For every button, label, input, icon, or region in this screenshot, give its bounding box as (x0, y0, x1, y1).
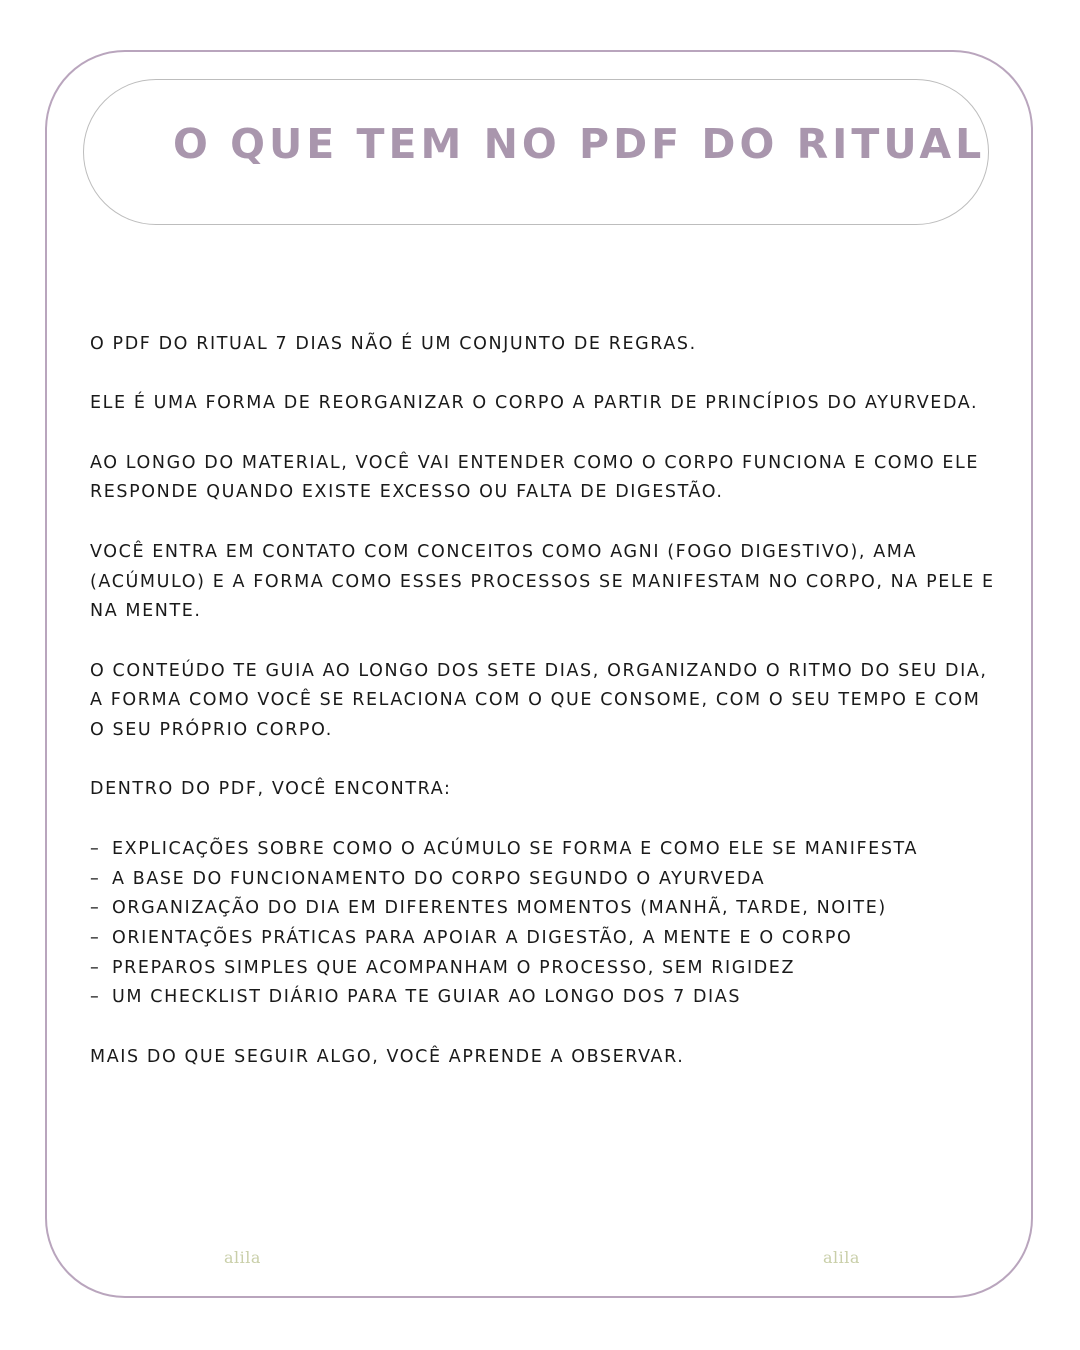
list-item (90, 954, 995, 984)
paragraph-intro: O PDF DO RITUAL 7 DIAS NÃO É UM CONJUNTO DE REGRAS. (90, 334, 697, 354)
list-item (90, 924, 995, 954)
list-item-text: UM CHECKLIST DIÁRIO PARA TE GUIAR AO LONGO DOS 7 DIAS (112, 987, 742, 1008)
list-item-text: A BASE DO FUNCIONAMENTO DO CORPO SEGUNDO O AYURVEDA (112, 868, 766, 889)
list-dash: – (90, 838, 101, 859)
brand-logo-left: alila (224, 1248, 261, 1267)
paragraph-concepts: VOCÊ ENTRA EM CONTATO COM CONCEITOS COMO AGNI (FOGO DIGESTIVO), AMA (ACÚMULO) E A FORMA COMO ESSES PROCESSOS SE MANIFESTAM NO CORPO, NA PELE E NA MENTE. (90, 541, 995, 622)
list-item (90, 865, 995, 895)
paragraph-ayurveda: ELE É UMA FORMA DE REORGANIZAR O CORPO A PARTIR DE PRINCÍPIOS DO AYURVEDA. (90, 393, 979, 414)
list-item (90, 983, 995, 1013)
list-item (90, 894, 995, 924)
contents-list (90, 835, 995, 1013)
list-dash: – (90, 987, 101, 1008)
paragraph-list-intro: DENTRO DO PDF, VOCÊ ENCONTRA: (90, 779, 452, 800)
list-dash: – (90, 898, 101, 919)
list-dash: – (90, 868, 101, 889)
page-title: O QUE TEM NO PDF DO RITUAL (173, 120, 986, 168)
paragraph-material: AO LONGO DO MATERIAL, VOCÊ VAI ENTENDER COMO O CORPO FUNCIONA E COMO ELE RESPONDE QUANDO EXISTE EXCESSO OU FALTA DE DIGESTÃO. (90, 452, 980, 503)
list-item-text: PREPAROS SIMPLES QUE ACOMPANHAM O PROCESSO, SEM RIGIDEZ (112, 957, 796, 978)
body-text (90, 330, 995, 1102)
list-item-text: ORIENTAÇÕES PRÁTICAS PARA APOIAR A DIGESTÃO, A MENTE E O CORPO (112, 927, 853, 948)
list-item-text: EXPLICAÇÕES SOBRE COMO O ACÚMULO SE FORMA E COMO ELE SE MANIFESTA (112, 838, 919, 859)
paragraph-closing: MAIS DO QUE SEGUIR ALGO, VOCÊ APRENDE A OBSERVAR. (90, 1046, 685, 1067)
list-item-text: ORGANIZAÇÃO DO DIA EM DIFERENTES MOMENTOS (MANHÃ, TARDE, NOITE) (112, 898, 887, 919)
list-dash: – (90, 927, 101, 948)
list-dash: – (90, 957, 101, 978)
brand-logo-right: alila (823, 1248, 860, 1267)
list-item (90, 835, 995, 865)
paragraph-guide: O CONTEÚDO TE GUIA AO LONGO DOS SETE DIAS, ORGANIZANDO O RITMO DO SEU DIA, A FORMA COMO VOCÊ SE RELACIONA COM O QUE CONSOME, COM O SEU TEMPO E COM O SEU PRÓPRIO CORPO. (90, 660, 988, 741)
